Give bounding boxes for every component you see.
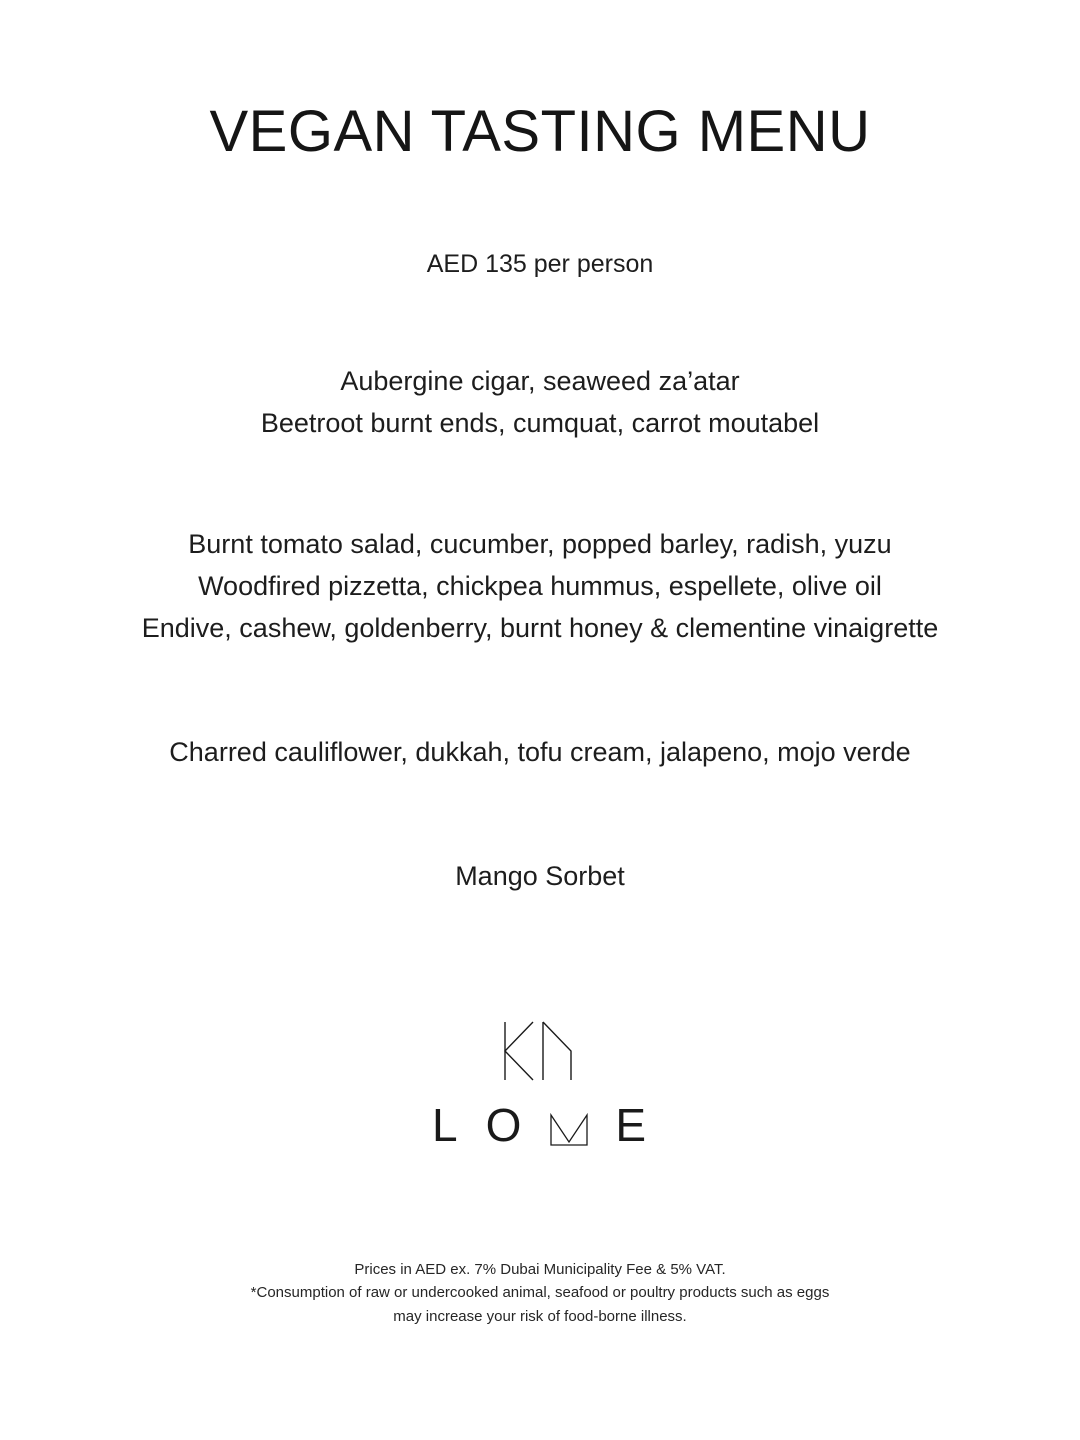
footnote-line-illness: may increase your risk of food-borne illness. [393,1307,687,1325]
course-line: Woodfired pizzetta, chickpea hummus, espellete, olive oil [198,571,882,602]
wordmark-letter-o: O [485,1098,524,1151]
page-title: VEGAN TASTING MENU [209,99,871,164]
footnote-line-prices: Prices in AED ex. 7% Dubai Municipality Fee & 5% VAT. [354,1261,726,1278]
wordmark-letter-w-icon [549,1108,589,1142]
course-line: Beetroot burnt ends, cumquat, carrot moutabel [260,407,820,438]
course-line: Burnt tomato salad, cucumber, popped barley, radish, yuzu [188,529,892,560]
course-section-1 [261,361,819,445]
footnote-line-consumption: *Consumption of raw or undercooked animal, seafood or poultry products such as eggs [250,1284,830,1302]
course-section-3 [169,732,910,774]
price-line: AED 135 per person [426,249,654,278]
wordmark-letter-e: E [615,1098,649,1151]
brand-logo [431,1016,649,1151]
course-section-2 [142,524,938,650]
course-line: Aubergine cigar, seaweed za’atar [340,365,740,396]
course-line: Mango Sorbet [455,860,625,891]
lowe-wordmark [431,1098,649,1151]
course-line: Endive, cashew, goldenberry, burnt honey & clementine vinaigrette [141,613,939,644]
course-section-4 [455,856,625,898]
lowe-monogram-icon [495,1016,585,1086]
footnote [0,1258,1080,1328]
wordmark-letter-l: L [431,1098,460,1151]
course-line: Charred cauliflower, dukkah, tofu cream, jalapeno, mojo verde [169,737,911,768]
